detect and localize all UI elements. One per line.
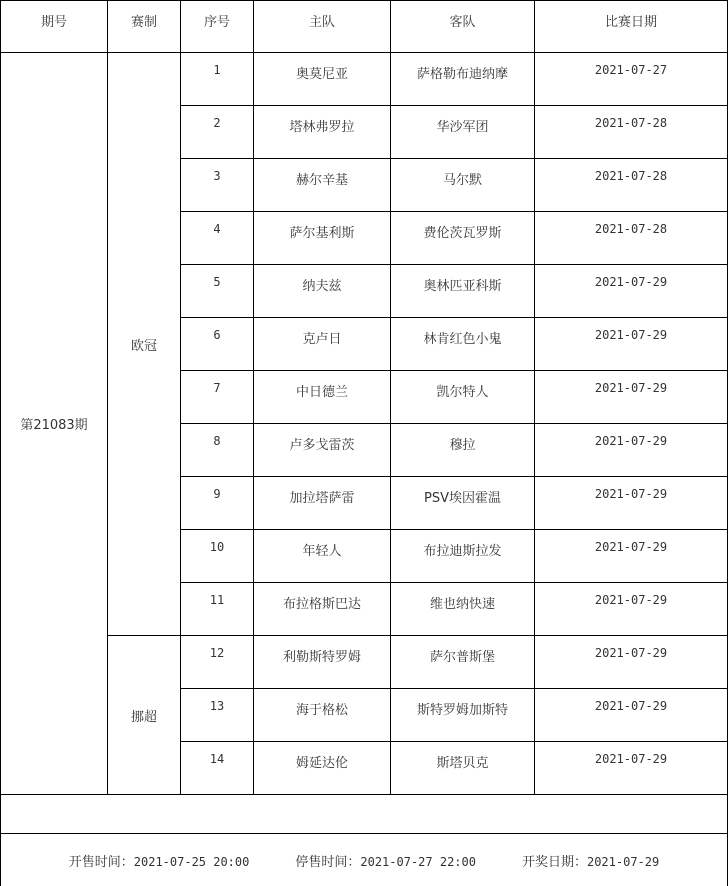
home-team-cell: 年轻人 (254, 530, 391, 583)
match-index-cell: 4 (181, 212, 254, 265)
match-date-cell: 2021-07-29 (535, 424, 728, 477)
match-date-cell: 2021-07-29 (535, 265, 728, 318)
home-team-cell: 赫尔辛基 (254, 159, 391, 212)
sale-stop-info (295, 851, 476, 870)
home-team-cell: 克卢日 (254, 318, 391, 371)
footer-row (1, 834, 728, 886)
away-team-cell: PSV埃因霍温 (391, 477, 535, 530)
match-date-cell: 2021-07-29 (535, 371, 728, 424)
match-index-cell: 6 (181, 318, 254, 371)
match-date-cell: 2021-07-27 (535, 53, 728, 106)
match-date-cell: 2021-07-29 (535, 689, 728, 742)
competition-cell: 欧冠 (108, 53, 181, 636)
home-team-cell: 海于格松 (254, 689, 391, 742)
competition-cell: 挪超 (108, 636, 181, 795)
match-index-cell: 9 (181, 477, 254, 530)
sale-start-label: 开售时间： (69, 855, 134, 870)
match-index-cell: 7 (181, 371, 254, 424)
header-home-team: 主队 (254, 1, 391, 53)
header-away-team: 客队 (391, 1, 535, 53)
home-team-cell: 萨尔基利斯 (254, 212, 391, 265)
match-index-cell: 5 (181, 265, 254, 318)
match-index-cell: 8 (181, 424, 254, 477)
draw-date-label: 开奖日期： (522, 855, 587, 870)
sale-stop-value: 2021-07-27 22:00 (360, 855, 476, 869)
blank-row (1, 795, 728, 834)
header-match-date: 比赛日期 (535, 1, 728, 53)
match-index-cell: 3 (181, 159, 254, 212)
match-index-cell: 13 (181, 689, 254, 742)
sale-stop-label: 停售时间： (295, 855, 360, 870)
away-team-cell: 林肯红色小鬼 (391, 318, 535, 371)
home-team-cell: 加拉塔萨雷 (254, 477, 391, 530)
draw-date-info (522, 851, 659, 870)
match-date-cell: 2021-07-29 (535, 318, 728, 371)
home-team-cell: 奥莫尼亚 (254, 53, 391, 106)
home-team-cell: 卢多戈雷茨 (254, 424, 391, 477)
away-team-cell: 斯特罗姆加斯特 (391, 689, 535, 742)
match-date-cell: 2021-07-28 (535, 106, 728, 159)
home-team-cell: 纳夫兹 (254, 265, 391, 318)
home-team-cell: 利勒斯特罗姆 (254, 636, 391, 689)
match-date-cell: 2021-07-29 (535, 530, 728, 583)
away-team-cell: 凯尔特人 (391, 371, 535, 424)
away-team-cell: 华沙军团 (391, 106, 535, 159)
home-team-cell: 姆延达伦 (254, 742, 391, 795)
header-period: 期号 (1, 1, 108, 53)
home-team-cell: 塔林弗罗拉 (254, 106, 391, 159)
match-index-cell: 2 (181, 106, 254, 159)
away-team-cell: 维也纳快速 (391, 583, 535, 636)
match-date-cell: 2021-07-28 (535, 212, 728, 265)
period-cell: 第21083期 (1, 53, 108, 795)
table-header-row (1, 1, 728, 53)
match-index-cell: 14 (181, 742, 254, 795)
away-team-cell: 费伦茨瓦罗斯 (391, 212, 535, 265)
table-row (1, 636, 728, 689)
away-team-cell: 奥林匹亚科斯 (391, 265, 535, 318)
home-team-cell: 中日德兰 (254, 371, 391, 424)
table-row (1, 53, 728, 106)
match-date-cell: 2021-07-29 (535, 477, 728, 530)
sale-start-value: 2021-07-25 20:00 (134, 855, 250, 869)
match-date-cell: 2021-07-28 (535, 159, 728, 212)
header-competition: 赛制 (108, 1, 181, 53)
match-index-cell: 10 (181, 530, 254, 583)
match-date-cell: 2021-07-29 (535, 583, 728, 636)
match-index-cell: 12 (181, 636, 254, 689)
match-index-cell: 1 (181, 53, 254, 106)
away-team-cell: 萨格勒布迪纳摩 (391, 53, 535, 106)
match-date-cell: 2021-07-29 (535, 742, 728, 795)
draw-date-value: 2021-07-29 (587, 855, 659, 869)
match-index-cell: 11 (181, 583, 254, 636)
away-team-cell: 斯塔贝克 (391, 742, 535, 795)
away-team-cell: 马尔默 (391, 159, 535, 212)
away-team-cell: 布拉迪斯拉发 (391, 530, 535, 583)
home-team-cell: 布拉格斯巴达 (254, 583, 391, 636)
match-date-cell: 2021-07-29 (535, 636, 728, 689)
sale-start-info (69, 851, 250, 870)
away-team-cell: 萨尔普斯堡 (391, 636, 535, 689)
away-team-cell: 穆拉 (391, 424, 535, 477)
header-index: 序号 (181, 1, 254, 53)
